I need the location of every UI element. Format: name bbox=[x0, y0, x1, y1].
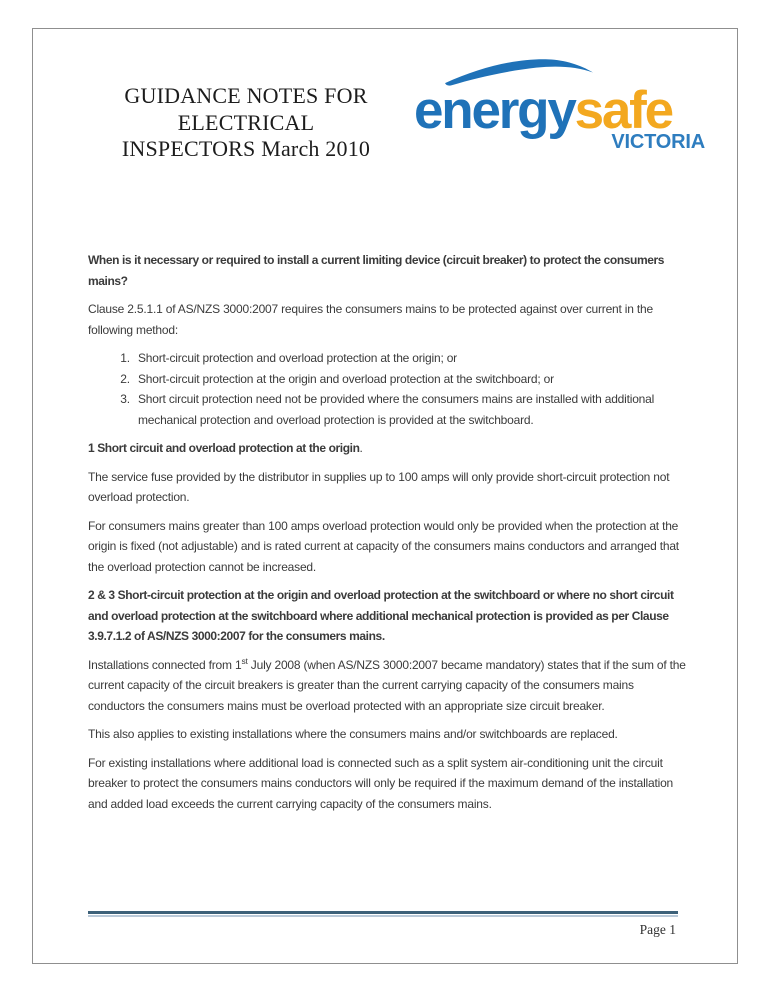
footer-rule-dark bbox=[88, 911, 678, 914]
document-body bbox=[88, 250, 688, 822]
list-item-1: 1. Short-circuit protection and overload protection at the origin; or bbox=[133, 348, 688, 369]
document-page bbox=[32, 28, 738, 964]
logo-word-energy: energy bbox=[414, 81, 575, 140]
title-line-2: ELECTRICAL bbox=[177, 109, 315, 135]
logo-wordmark bbox=[414, 81, 708, 140]
energysafe-victoria-logo bbox=[414, 56, 708, 153]
list-item-2: 2. Short-circuit protection at the origin and overload protection at the switchboard; or bbox=[133, 369, 688, 390]
intro-paragraph: Clause 2.5.1.1 of AS/NZS 3000:2007 requires the consumers mains to be protected against over current in the following method: bbox=[88, 302, 653, 337]
section1-paragraph-2: For consumers mains greater than 100 amps overload protection would only be provided when the protection at the origin is fixed (not adjustable) and is rated current at capacity of the consumers mains conductors and arranged that the overload protection cannot be increased. bbox=[88, 518, 679, 574]
section1-heading-period: . bbox=[359, 441, 363, 455]
section23-paragraph-2: This also applies to existing installations where the consumers mains and/or switchboards are replaced. bbox=[88, 727, 618, 741]
section1-heading-text: 1 Short circuit and overload protection at the origin bbox=[88, 441, 360, 455]
logo-word-safe: safe bbox=[574, 81, 672, 140]
installations-text-post: July 2008 (when AS/NZS 3000:2007 became mandatory) states that if the sum of the current capacity of the circuit breakers is greater than the current carrying capacity of the consumers mains conductors the consumers mains must be overload protected with an appropriate size circuit breaker. bbox=[88, 657, 686, 713]
page-number: Page 1 bbox=[639, 922, 676, 937]
title-line-1: GUIDANCE NOTES FOR bbox=[124, 83, 368, 108]
list-item-3: 3. Short circuit protection need not be provided where the consumers mains are installed with additional mechanical protection and overload protection is provided at the switchboard. bbox=[133, 389, 688, 430]
installations-text-pre: Installations connected from 1 bbox=[88, 657, 242, 672]
document-footer bbox=[88, 911, 678, 938]
document-title bbox=[95, 83, 397, 163]
logo-word-victoria: VICTORIA bbox=[611, 130, 705, 153]
question-heading: When is it necessary or required to install a current limiting device (circuit breaker) to protect the consumers mains? bbox=[88, 253, 665, 288]
title-line-3: INSPECTORS March 2010 bbox=[121, 136, 371, 161]
section23-paragraph-3: For existing installations where additional load is connected such as a split system air-conditioning unit the circuit breaker to protect the consumers mains conductors will only be required if the maximum demand of the installation and added load exceeds the current carrying capacity of the consumers mains. bbox=[88, 755, 674, 811]
section23-paragraph-1 bbox=[88, 655, 688, 717]
footer-rule-light bbox=[88, 915, 678, 917]
section23-heading: 2 & 3 Short-circuit protection at the origin and overload protection at the switchboard or where no short circuit and overload protection at the switchboard where additional mechanical protection is provided as per Clause 3.9.7.1.2 of AS/NZS 3000:2007 for the consumers mains. bbox=[88, 588, 674, 643]
section1-heading bbox=[88, 438, 688, 459]
section1-paragraph-1: The service fuse provided by the distributor in supplies up to 100 amps will only provide short-circuit protection not overload protection. bbox=[88, 469, 670, 504]
ordinal-superscript: st bbox=[241, 655, 248, 666]
protection-methods-list bbox=[88, 348, 688, 430]
